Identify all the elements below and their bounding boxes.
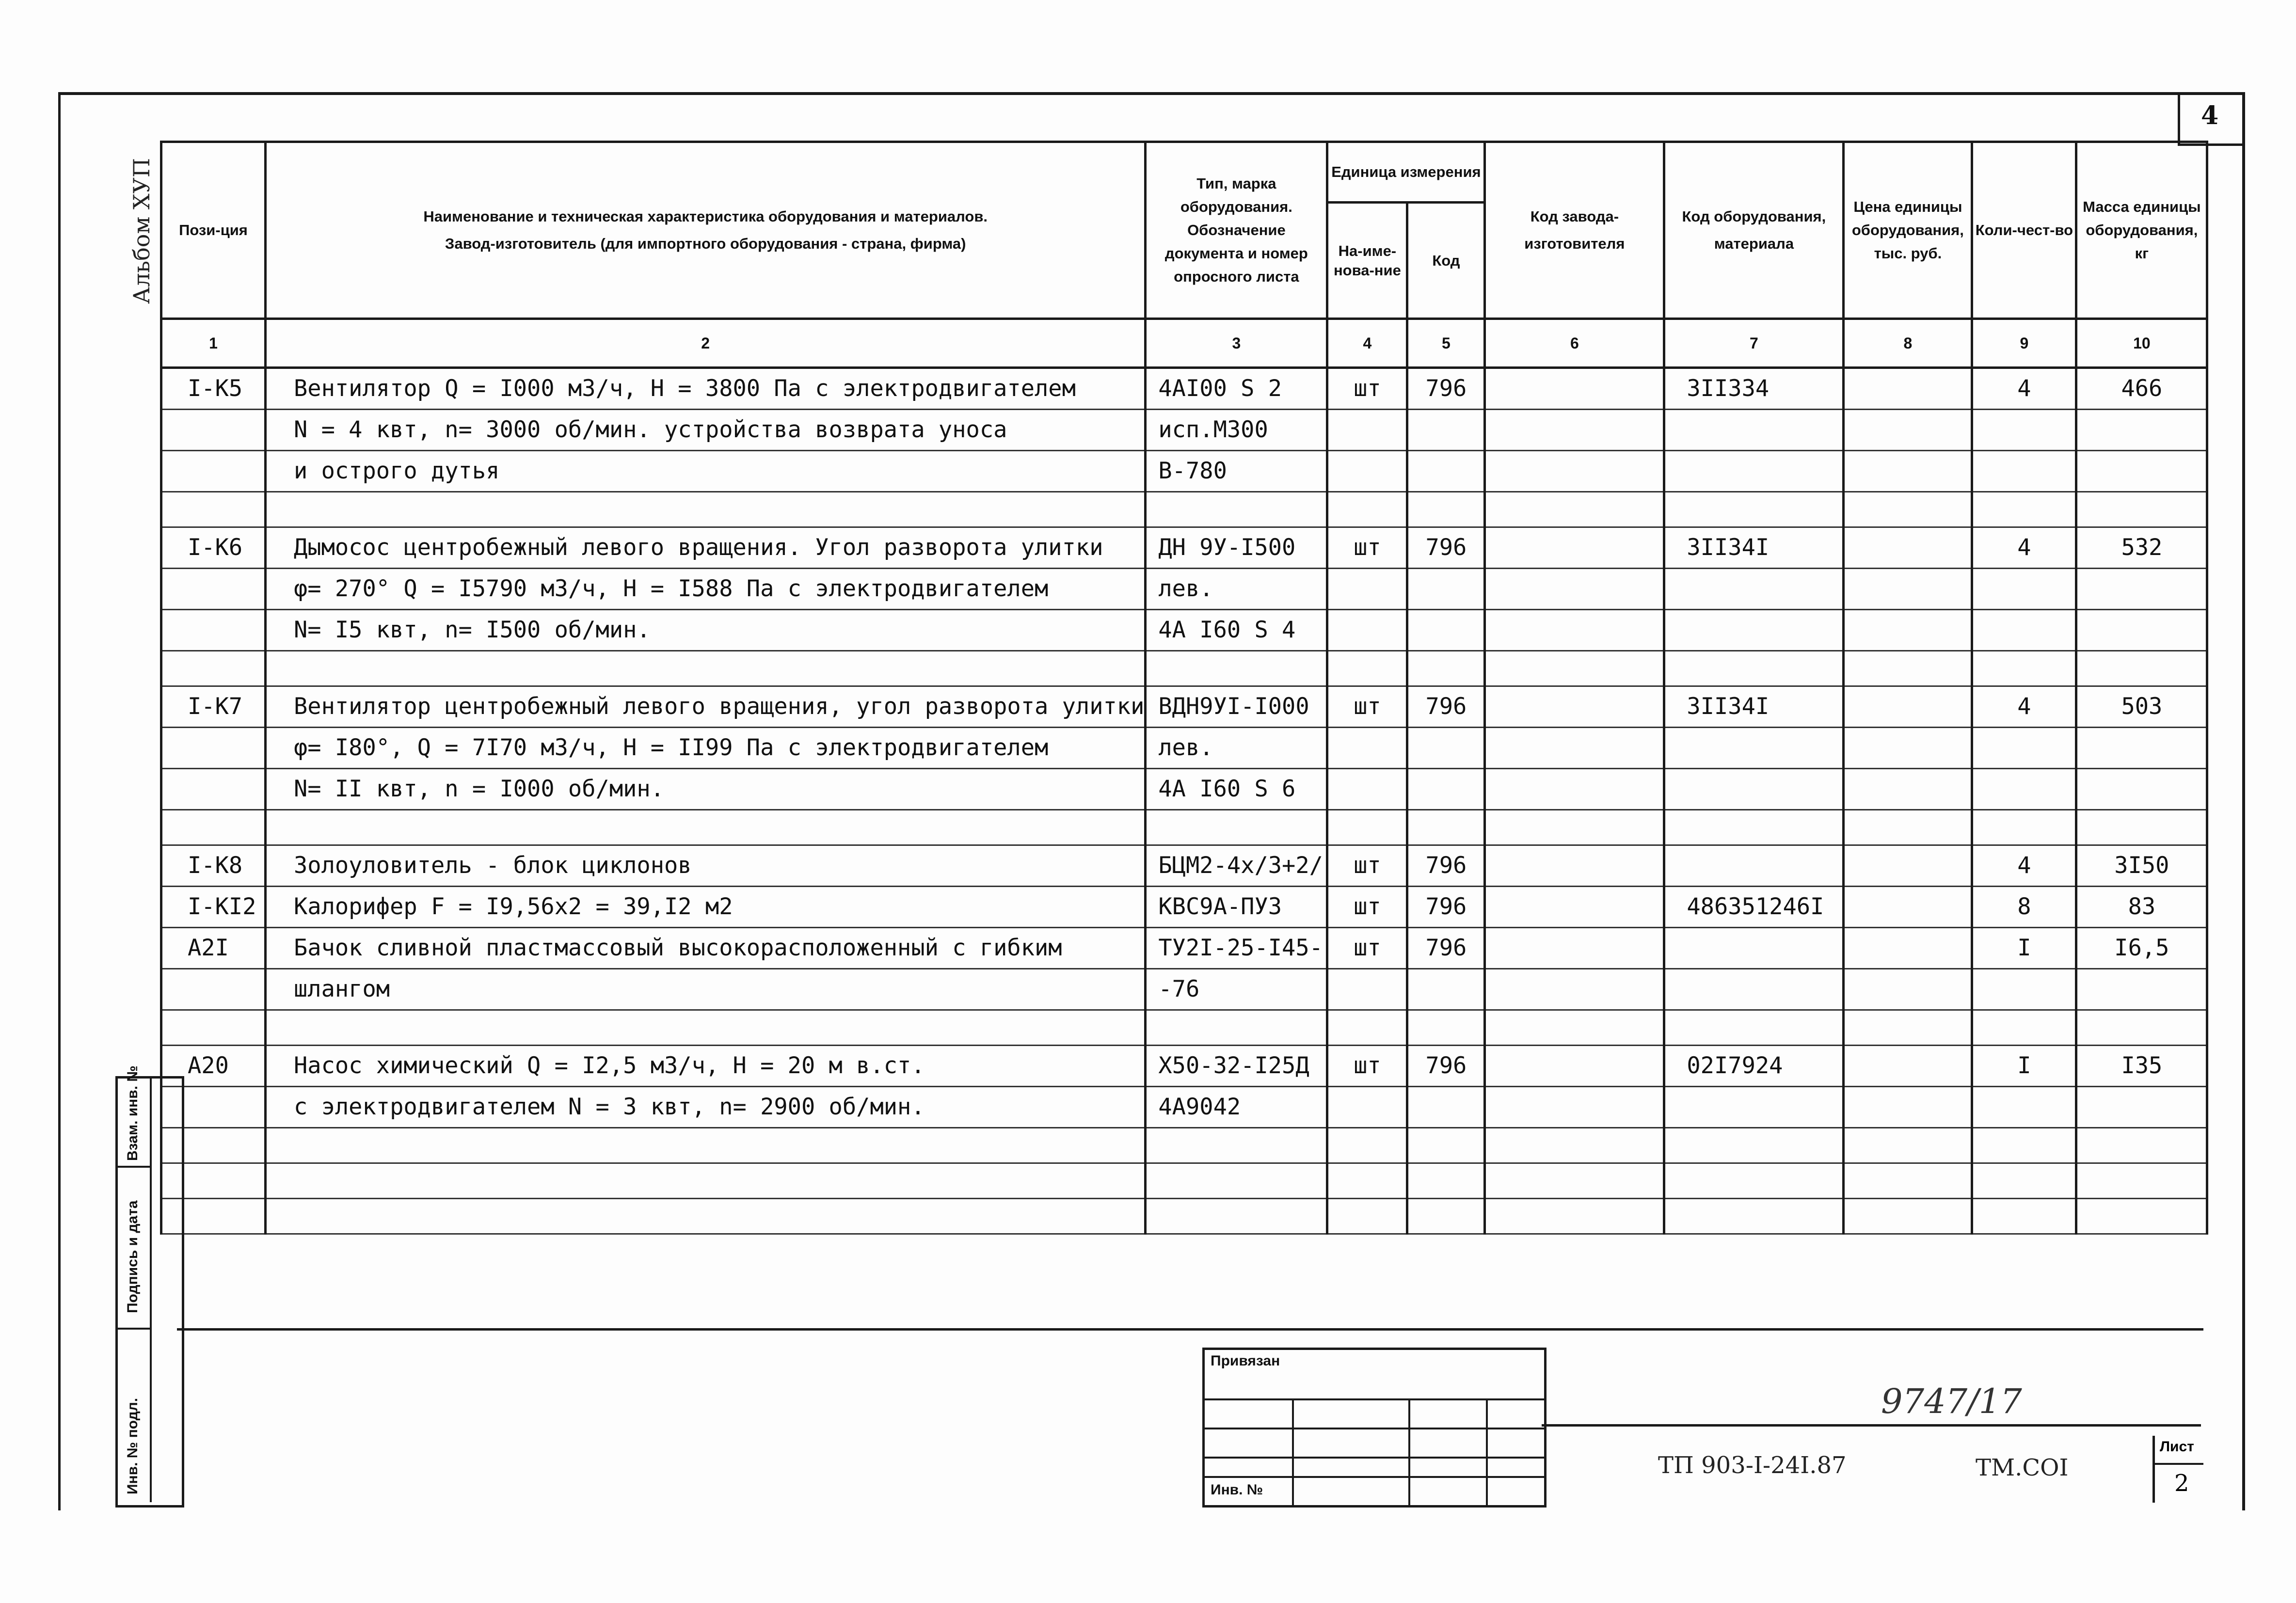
row-mass [2076, 451, 2207, 492]
row-type: 4А I60 S 6 [1146, 769, 1327, 810]
table-row [161, 1010, 2207, 1046]
row-equip-code: 486351246I [1664, 887, 1844, 928]
handwritten-number: 9747/17 [1881, 1381, 2022, 1421]
row-price [1844, 845, 1972, 887]
stamp-line [1292, 1398, 1294, 1505]
header-unit: Единица измерения [1327, 142, 1485, 203]
row-equip-code [1664, 769, 1844, 810]
row-price [1844, 492, 1972, 527]
row-mass [2076, 769, 2207, 810]
row-type: -76 [1146, 969, 1327, 1010]
row-equip-code [1664, 728, 1844, 769]
header-unit-name: На-име-нова-ние [1327, 203, 1407, 319]
col-number: 6 [1485, 319, 1664, 368]
row-type [1146, 1128, 1327, 1163]
row-unit: шт [1327, 368, 1407, 410]
row-mass [2076, 1128, 2207, 1163]
row-price [1844, 368, 1972, 410]
row-factory-code [1485, 410, 1664, 451]
row-name: Насос химический Q = I2,5 м3/ч, Н = 20 м в.ст. [266, 1046, 1146, 1087]
row-factory-code [1485, 686, 1664, 728]
row-position: A20 [161, 1046, 266, 1087]
row-mass [2076, 410, 2207, 451]
row-equip-code [1664, 1128, 1844, 1163]
row-position [161, 769, 266, 810]
row-equip-code [1664, 969, 1844, 1010]
side-cell-vzam [118, 1065, 152, 1168]
table-row [161, 492, 2207, 527]
row-mass: 466 [2076, 368, 2207, 410]
row-position [161, 969, 266, 1010]
row-mass [2076, 610, 2207, 651]
row-equip-code [1664, 1199, 1844, 1234]
row-unit-code: 796 [1407, 686, 1485, 728]
col-number: 4 [1327, 319, 1407, 368]
row-mass: 3I50 [2076, 845, 2207, 887]
row-unit [1327, 410, 1407, 451]
list-label: Лист [2160, 1439, 2194, 1455]
row-price [1844, 527, 1972, 569]
col-number: 8 [1844, 319, 1972, 368]
row-equip-code [1664, 610, 1844, 651]
row-mass [2076, 1199, 2207, 1234]
row-price [1844, 928, 1972, 969]
row-price [1844, 651, 1972, 686]
table-row [161, 1087, 2207, 1128]
header-unit-code: Код [1407, 203, 1485, 319]
row-unit-code [1407, 810, 1485, 845]
side-vzam-text: Взам. инв. № [125, 1065, 141, 1161]
row-unit-code: 796 [1407, 887, 1485, 928]
row-factory-code [1485, 769, 1664, 810]
row-price [1844, 1046, 1972, 1087]
row-name: φ= I80°, Q = 7I70 м3/ч, Н = II99 Па с электродвигателем [266, 728, 1146, 769]
stamp-line [1486, 1398, 1488, 1505]
row-qty: 4 [1972, 527, 2076, 569]
stamp-line [1205, 1428, 1544, 1429]
row-factory-code [1485, 651, 1664, 686]
row-name [266, 1128, 1146, 1163]
row-factory-code [1485, 969, 1664, 1010]
row-unit [1327, 651, 1407, 686]
row-factory-code [1485, 492, 1664, 527]
row-mass: I35 [2076, 1046, 2207, 1087]
row-price [1844, 1128, 1972, 1163]
header-name [266, 142, 1146, 319]
inv-no-label: Инв. № [1211, 1482, 1263, 1498]
table-body [161, 368, 2207, 1234]
col-number: 5 [1407, 319, 1485, 368]
row-unit: шт [1327, 527, 1407, 569]
row-unit-code: 796 [1407, 527, 1485, 569]
row-price [1844, 1199, 1972, 1234]
side-cell-inv [118, 1330, 152, 1502]
row-position [161, 728, 266, 769]
album-label-text: Альбом ХУП [128, 158, 155, 304]
row-name [266, 1010, 1146, 1046]
sheet-box [2152, 1436, 2203, 1503]
row-name: Калорифер F = I9,56х2 = 39,I2 м2 [266, 887, 1146, 928]
row-unit-code: 796 [1407, 928, 1485, 969]
table-row [161, 1046, 2207, 1087]
row-qty [1972, 410, 2076, 451]
row-position [161, 569, 266, 610]
row-unit [1327, 769, 1407, 810]
privyazan-label: Привязан [1211, 1353, 1280, 1369]
row-name: N= I5 квт, n= I500 об/мин. [266, 610, 1146, 651]
row-factory-code [1485, 1128, 1664, 1163]
row-equip-code [1664, 810, 1844, 845]
row-unit-code: 796 [1407, 368, 1485, 410]
row-name: N = 4 квт, n= 3000 об/мин. устройства возврата уноса [266, 410, 1146, 451]
row-name: Бачок сливной пластмассовый высокорасположенный с гибким [266, 928, 1146, 969]
table-row [161, 451, 2207, 492]
side-stamp [115, 1065, 184, 1508]
row-equip-code [1664, 1010, 1844, 1046]
row-position [161, 410, 266, 451]
table-row [161, 410, 2207, 451]
row-factory-code [1485, 810, 1664, 845]
row-type: ДН 9У-I500 [1146, 527, 1327, 569]
row-qty: 4 [1972, 368, 2076, 410]
row-position [161, 1010, 266, 1046]
row-unit-code [1407, 769, 1485, 810]
table-row [161, 928, 2207, 969]
row-factory-code [1485, 569, 1664, 610]
table-row [161, 1199, 2207, 1234]
row-position: I-K7 [161, 686, 266, 728]
doc-code: ТП 903-I-24I.87 [1658, 1452, 1847, 1479]
table-row [161, 845, 2207, 887]
row-unit-code [1407, 969, 1485, 1010]
row-factory-code [1485, 1046, 1664, 1087]
row-type: ВДН9УI-I000 [1146, 686, 1327, 728]
row-factory-code [1485, 928, 1664, 969]
table-row [161, 527, 2207, 569]
row-unit-code [1407, 651, 1485, 686]
row-unit: шт [1327, 887, 1407, 928]
row-unit: шт [1327, 845, 1407, 887]
row-price [1844, 1087, 1972, 1128]
row-qty [1972, 1128, 2076, 1163]
row-qty [1972, 492, 2076, 527]
row-type [1146, 810, 1327, 845]
row-unit-code: 796 [1407, 845, 1485, 887]
row-name [266, 651, 1146, 686]
header-factory-code: Код завода-изготовителя [1485, 142, 1664, 319]
stamp-line [1408, 1398, 1410, 1505]
row-price [1844, 728, 1972, 769]
row-position: I-K6 [161, 527, 266, 569]
row-equip-code: 3II34I [1664, 686, 1844, 728]
row-qty [1972, 1199, 2076, 1234]
row-qty [1972, 1163, 2076, 1199]
row-mass [2076, 728, 2207, 769]
row-qty [1972, 1010, 2076, 1046]
side-cell-podpis [118, 1168, 152, 1330]
row-factory-code [1485, 368, 1664, 410]
row-mass [2076, 1163, 2207, 1199]
row-factory-code [1485, 610, 1664, 651]
row-unit [1327, 492, 1407, 527]
row-type [1146, 651, 1327, 686]
stamp-line [1205, 1457, 1544, 1459]
row-name: шлангом [266, 969, 1146, 1010]
col-number: 1 [161, 319, 266, 368]
row-factory-code [1485, 451, 1664, 492]
row-unit [1327, 451, 1407, 492]
row-type: лев. [1146, 728, 1327, 769]
row-mass [2076, 492, 2207, 527]
row-position [161, 651, 266, 686]
row-unit-code [1407, 1163, 1485, 1199]
row-qty: 4 [1972, 845, 2076, 887]
row-qty [1972, 969, 2076, 1010]
row-qty [1972, 810, 2076, 845]
row-mass [2076, 969, 2207, 1010]
col-number: 10 [2076, 319, 2207, 368]
row-position [161, 810, 266, 845]
row-name [266, 1199, 1146, 1234]
row-name [266, 1163, 1146, 1199]
row-factory-code [1485, 1087, 1664, 1128]
header-type: Тип, марка оборудования. Обозначение документа и номер опросного листа [1146, 142, 1327, 319]
row-unit [1327, 1087, 1407, 1128]
row-unit-code [1407, 569, 1485, 610]
row-mass [2076, 1010, 2207, 1046]
row-unit-code [1407, 1010, 1485, 1046]
header-pos: Пози-ция [161, 142, 266, 319]
row-name: φ= 270° Q = I5790 м3/ч, Н = I588 Па с электродвигателем [266, 569, 1146, 610]
header-row [161, 142, 2207, 203]
row-price [1844, 686, 1972, 728]
row-price [1844, 810, 1972, 845]
doc-mark: ТМ.COI [1976, 1454, 2069, 1481]
list-number: 2 [2174, 1470, 2189, 1497]
row-mass [2076, 1087, 2207, 1128]
col-number: 2 [266, 319, 1146, 368]
row-price [1844, 969, 1972, 1010]
row-equip-code [1664, 492, 1844, 527]
row-qty [1972, 610, 2076, 651]
stamp-line [1205, 1476, 1544, 1478]
row-qty: I [1972, 928, 2076, 969]
row-factory-code [1485, 887, 1664, 928]
row-equip-code [1664, 651, 1844, 686]
row-name: Золоуловитель - блок циклонов [266, 845, 1146, 887]
row-equip-code [1664, 451, 1844, 492]
table-row [161, 610, 2207, 651]
row-unit-code [1407, 728, 1485, 769]
table-row [161, 651, 2207, 686]
row-unit-code [1407, 410, 1485, 451]
row-type: 4А9042 [1146, 1087, 1327, 1128]
table-row [161, 810, 2207, 845]
side-inv-text: Инв. № подл. [125, 1397, 141, 1494]
row-type: БЦМ2-4х/3+2/ [1146, 845, 1327, 887]
row-price [1844, 610, 1972, 651]
row-type: лев. [1146, 569, 1327, 610]
header-qty: Коли-чест-во [1972, 142, 2076, 319]
side-podpis-text: Подпись и дата [125, 1200, 141, 1313]
row-unit [1327, 1199, 1407, 1234]
row-name: Вентилятор Q = I000 м3/ч, Н = 3800 Па с электродвигателем [266, 368, 1146, 410]
row-name: Вентилятор центробежный левого вращения, угол разворота улитки [266, 686, 1146, 728]
row-type [1146, 1163, 1327, 1199]
row-qty [1972, 451, 2076, 492]
row-price [1844, 1010, 1972, 1046]
row-unit [1327, 728, 1407, 769]
col-number: 9 [1972, 319, 2076, 368]
row-equip-code [1664, 410, 1844, 451]
row-mass: 503 [2076, 686, 2207, 728]
row-price [1844, 1163, 1972, 1199]
column-number-row [161, 319, 2207, 368]
row-unit-code [1407, 1199, 1485, 1234]
row-mass [2076, 810, 2207, 845]
row-equip-code: 02I7924 [1664, 1046, 1844, 1087]
row-type [1146, 1199, 1327, 1234]
row-position: I-K8 [161, 845, 266, 887]
row-mass [2076, 569, 2207, 610]
row-type: КВС9А-ПУ3 [1146, 887, 1327, 928]
table-row [161, 368, 2207, 410]
row-type: 4А I60 S 4 [1146, 610, 1327, 651]
row-position [161, 451, 266, 492]
row-name: с электродвигателем N = 3 квт, n= 2900 об/мин. [266, 1087, 1146, 1128]
row-mass: I6,5 [2076, 928, 2207, 969]
row-position: I-KI2 [161, 887, 266, 928]
table-row [161, 1128, 2207, 1163]
binding-stamp [1202, 1348, 1547, 1508]
row-unit [1327, 569, 1407, 610]
row-type: Х50-32-I25Д [1146, 1046, 1327, 1087]
row-unit-code [1407, 1087, 1485, 1128]
row-type [1146, 492, 1327, 527]
row-factory-code [1485, 1199, 1664, 1234]
row-unit [1327, 969, 1407, 1010]
row-equip-code: 3II34I [1664, 527, 1844, 569]
header-name-line1: Наименование и техническая характеристика оборудования и материалов. [423, 208, 988, 225]
row-factory-code [1485, 1010, 1664, 1046]
row-name [266, 492, 1146, 527]
row-mass: 83 [2076, 887, 2207, 928]
row-unit: шт [1327, 1046, 1407, 1087]
row-unit [1327, 810, 1407, 845]
row-factory-code [1485, 527, 1664, 569]
row-qty [1972, 769, 2076, 810]
row-unit-code [1407, 492, 1485, 527]
album-label [127, 160, 156, 305]
row-equip-code [1664, 1087, 1844, 1128]
specification-table [160, 141, 2208, 1235]
table-row [161, 887, 2207, 928]
table-row [161, 1163, 2207, 1199]
row-unit: шт [1327, 686, 1407, 728]
stamp-line [1205, 1398, 1544, 1400]
row-qty [1972, 569, 2076, 610]
row-unit [1327, 1010, 1407, 1046]
row-factory-code [1485, 728, 1664, 769]
row-position: A2I [161, 928, 266, 969]
row-unit [1327, 1163, 1407, 1199]
row-qty: 8 [1972, 887, 2076, 928]
row-factory-code [1485, 845, 1664, 887]
header-price: Цена единицы оборудования, тыс. руб. [1844, 142, 1972, 319]
row-type: 4АI00 S 2 [1146, 368, 1327, 410]
header-equip-code: Код оборудования, материала [1664, 142, 1844, 319]
row-unit-code [1407, 1128, 1485, 1163]
row-type: ТУ2I-25-I45- [1146, 928, 1327, 969]
row-name [266, 810, 1146, 845]
row-equip-code [1664, 569, 1844, 610]
row-name: и острого дутья [266, 451, 1146, 492]
row-type: исп.М300 [1146, 410, 1327, 451]
table-row [161, 686, 2207, 728]
row-type [1146, 1010, 1327, 1046]
row-mass: 532 [2076, 527, 2207, 569]
table-row [161, 969, 2207, 1010]
row-equip-code [1664, 928, 1844, 969]
row-mass [2076, 651, 2207, 686]
row-unit [1327, 610, 1407, 651]
title-block [1542, 1424, 2201, 1505]
row-qty [1972, 1087, 2076, 1128]
header-mass: Масса единицы оборудования, кг [2076, 142, 2207, 319]
row-unit [1327, 1128, 1407, 1163]
row-position [161, 610, 266, 651]
row-type: В-780 [1146, 451, 1327, 492]
sheet-box-line [2155, 1463, 2203, 1465]
row-price [1844, 887, 1972, 928]
header-name-line2: Завод-изготовитель (для импортного оборудования - страна, фирма) [445, 235, 966, 252]
row-unit-code [1407, 451, 1485, 492]
row-price [1844, 569, 1972, 610]
row-equip-code [1664, 845, 1844, 887]
row-name: Дымосос центробежный левого вращения. Угол разворота улитки [266, 527, 1146, 569]
row-price [1844, 451, 1972, 492]
row-qty [1972, 728, 2076, 769]
row-unit-code [1407, 610, 1485, 651]
row-qty [1972, 651, 2076, 686]
row-factory-code [1485, 1163, 1664, 1199]
row-unit: шт [1327, 928, 1407, 969]
row-price [1844, 410, 1972, 451]
page-number: 4 [2201, 101, 2219, 130]
row-position [161, 492, 266, 527]
row-price [1844, 769, 1972, 810]
row-qty: 4 [1972, 686, 2076, 728]
row-unit-code: 796 [1407, 1046, 1485, 1087]
row-equip-code: 3II334 [1664, 368, 1844, 410]
row-qty: I [1972, 1046, 2076, 1087]
col-number: 7 [1664, 319, 1844, 368]
col-number: 3 [1146, 319, 1327, 368]
row-name: N= II квт, n = I000 об/мин. [266, 769, 1146, 810]
row-position: I-K5 [161, 368, 266, 410]
table-row [161, 569, 2207, 610]
table-row [161, 769, 2207, 810]
row-equip-code [1664, 1163, 1844, 1199]
table-row [161, 728, 2207, 769]
